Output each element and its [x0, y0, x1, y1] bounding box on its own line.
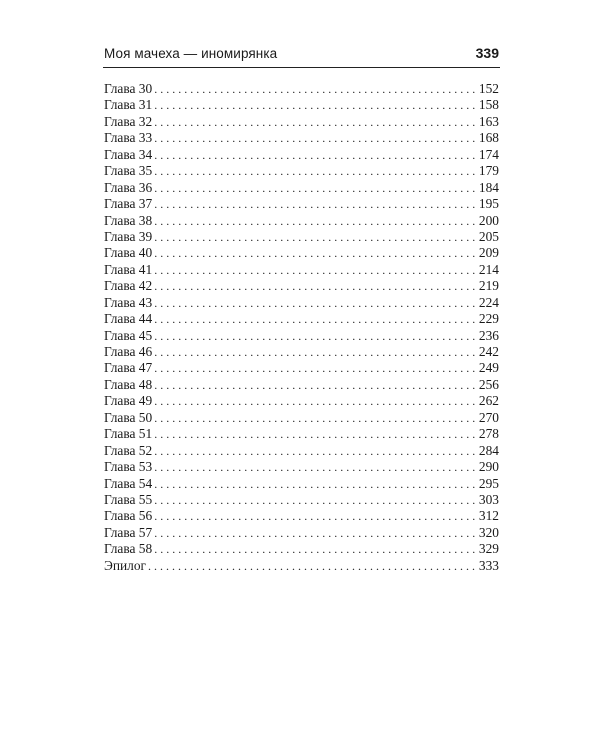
toc-entry-label: Глава 49 — [104, 393, 153, 409]
toc-entry-page: 262 — [478, 393, 499, 409]
toc-entry-label: Глава 51 — [104, 426, 153, 442]
toc-entry — [104, 295, 499, 311]
toc-entry — [104, 196, 499, 212]
toc-entry — [104, 311, 499, 327]
toc-entry — [104, 262, 499, 278]
toc-entry-label: Глава 41 — [104, 261, 153, 277]
running-header — [103, 43, 500, 68]
toc-entry-page: 224 — [478, 294, 499, 310]
toc-entry-page: 195 — [478, 196, 499, 212]
toc-entry-page: 168 — [478, 130, 499, 146]
toc-dot-leader — [154, 443, 477, 459]
toc-entry-label: Глава 53 — [104, 459, 153, 475]
toc-entry-label: Глава 34 — [104, 146, 153, 162]
toc-entry-label: Глава 52 — [104, 442, 153, 458]
toc-dot-leader — [154, 328, 477, 344]
toc-dot-leader — [154, 163, 477, 179]
toc-entry-label: Глава 50 — [104, 409, 153, 425]
toc-entry — [104, 213, 499, 229]
toc-entry-label: Глава 45 — [104, 327, 153, 343]
toc-entry — [104, 541, 499, 557]
toc-entry-label: Глава 36 — [104, 179, 153, 195]
toc-entry-label: Эпилог — [104, 557, 147, 573]
toc-entry — [104, 328, 499, 344]
toc-entry-page: 163 — [478, 113, 499, 129]
toc-entry — [104, 459, 499, 475]
toc-dot-leader — [154, 229, 477, 245]
toc-entry-label: Глава 48 — [104, 376, 153, 392]
toc-entry-label: Глава 55 — [104, 491, 153, 507]
toc-dot-leader — [154, 295, 477, 311]
toc-entry-page: 214 — [478, 261, 499, 277]
toc-entry-label: Глава 46 — [104, 344, 153, 359]
toc-entry-label: Глава 31 — [104, 97, 153, 113]
toc-entry — [104, 393, 499, 409]
toc-entry-label: Глава 38 — [104, 212, 153, 228]
toc-entry — [104, 229, 499, 245]
toc-entry-page: 209 — [478, 245, 499, 261]
toc-entry — [104, 278, 499, 294]
toc-entry-page: 229 — [478, 311, 499, 327]
toc-entry-page: 242 — [478, 344, 499, 359]
toc-entry-label: Глава 56 — [104, 508, 153, 524]
toc-entry-page: 284 — [478, 442, 499, 458]
toc-entry-page: 290 — [478, 459, 499, 475]
toc-entry-label: Глава 37 — [104, 196, 153, 212]
toc-entry-label: Глава 47 — [104, 360, 153, 376]
toc-dot-leader — [154, 245, 477, 261]
toc-entry-label: Глава 57 — [104, 524, 153, 540]
toc-entry — [104, 97, 499, 113]
table-of-contents — [104, 81, 499, 574]
toc-entry-page: 236 — [478, 327, 499, 343]
toc-entry — [104, 492, 499, 508]
toc-entry — [104, 558, 499, 574]
toc-dot-leader — [154, 459, 477, 475]
toc-dot-leader — [154, 81, 477, 97]
toc-entry-page: 174 — [478, 146, 499, 162]
toc-dot-leader — [154, 97, 477, 113]
toc-entry-label: Глава 42 — [104, 278, 153, 294]
toc-entry — [104, 525, 499, 541]
toc-entry — [104, 443, 499, 459]
toc-entry-page: 179 — [478, 163, 499, 179]
toc-dot-leader — [154, 147, 477, 163]
toc-entry — [104, 81, 499, 97]
toc-entry-label: Глава 58 — [104, 541, 153, 557]
toc-entry — [104, 508, 499, 524]
toc-entry-label: Глава 44 — [104, 311, 153, 327]
toc-dot-leader — [154, 508, 477, 524]
toc-entry-label: Глава 33 — [104, 130, 153, 146]
toc-entry — [104, 377, 499, 393]
toc-dot-leader — [148, 558, 477, 574]
toc-entry-page: 249 — [478, 360, 499, 376]
toc-entry — [104, 360, 499, 376]
toc-entry — [104, 410, 499, 426]
toc-entry-page: 184 — [478, 179, 499, 195]
toc-entry-page: 312 — [478, 508, 499, 524]
toc-dot-leader — [154, 114, 477, 130]
page-number: 339 — [475, 45, 499, 61]
toc-entry-page: 205 — [478, 228, 499, 244]
toc-entry — [104, 147, 499, 163]
toc-entry-page: 333 — [478, 557, 499, 573]
toc-entry-label: Глава 54 — [104, 475, 153, 491]
toc-dot-leader — [154, 130, 477, 146]
toc-dot-leader — [154, 525, 477, 541]
toc-dot-leader — [154, 278, 477, 294]
toc-entry-page: 320 — [478, 524, 499, 540]
toc-entry-label: Глава 39 — [104, 228, 153, 244]
toc-entry-label: Глава 43 — [104, 294, 153, 310]
toc-entry — [104, 114, 499, 130]
toc-entry — [104, 344, 499, 360]
toc-dot-leader — [154, 262, 477, 278]
toc-entry-page: 278 — [478, 426, 499, 442]
toc-dot-leader — [154, 541, 477, 557]
toc-dot-leader — [154, 344, 477, 360]
toc-dot-leader — [154, 360, 477, 376]
toc-dot-leader — [154, 180, 477, 196]
toc-entry-label: Глава 40 — [104, 245, 153, 261]
toc-entry-page: 295 — [478, 475, 499, 491]
toc-entry-page: 158 — [478, 97, 499, 113]
toc-dot-leader — [154, 377, 477, 393]
toc-entry — [104, 245, 499, 261]
toc-entry — [104, 426, 499, 442]
book-title: Моя мачеха — иномирянка — [104, 46, 278, 61]
toc-dot-leader — [154, 196, 477, 212]
toc-entry-page: 329 — [478, 541, 499, 557]
toc-dot-leader — [154, 476, 477, 492]
toc-entry-label: Глава 30 — [104, 81, 153, 96]
toc-entry-label: Глава 32 — [104, 113, 153, 129]
toc-entry-page: 270 — [478, 409, 499, 425]
toc-entry — [104, 180, 499, 196]
toc-entry-page: 200 — [478, 212, 499, 228]
toc-dot-leader — [154, 426, 477, 442]
toc-dot-leader — [154, 410, 477, 426]
toc-entry — [104, 476, 499, 492]
toc-entry-page: 256 — [478, 376, 499, 392]
toc-dot-leader — [154, 393, 477, 409]
toc-dot-leader — [154, 213, 477, 229]
toc-entry — [104, 163, 499, 179]
toc-dot-leader — [154, 311, 477, 327]
toc-dot-leader — [154, 492, 477, 508]
toc-entry — [104, 130, 499, 146]
toc-entry-page: 303 — [478, 491, 499, 507]
toc-entry-label: Глава 35 — [104, 163, 153, 179]
toc-entry-page: 152 — [478, 81, 499, 96]
toc-entry-page: 219 — [478, 278, 499, 294]
